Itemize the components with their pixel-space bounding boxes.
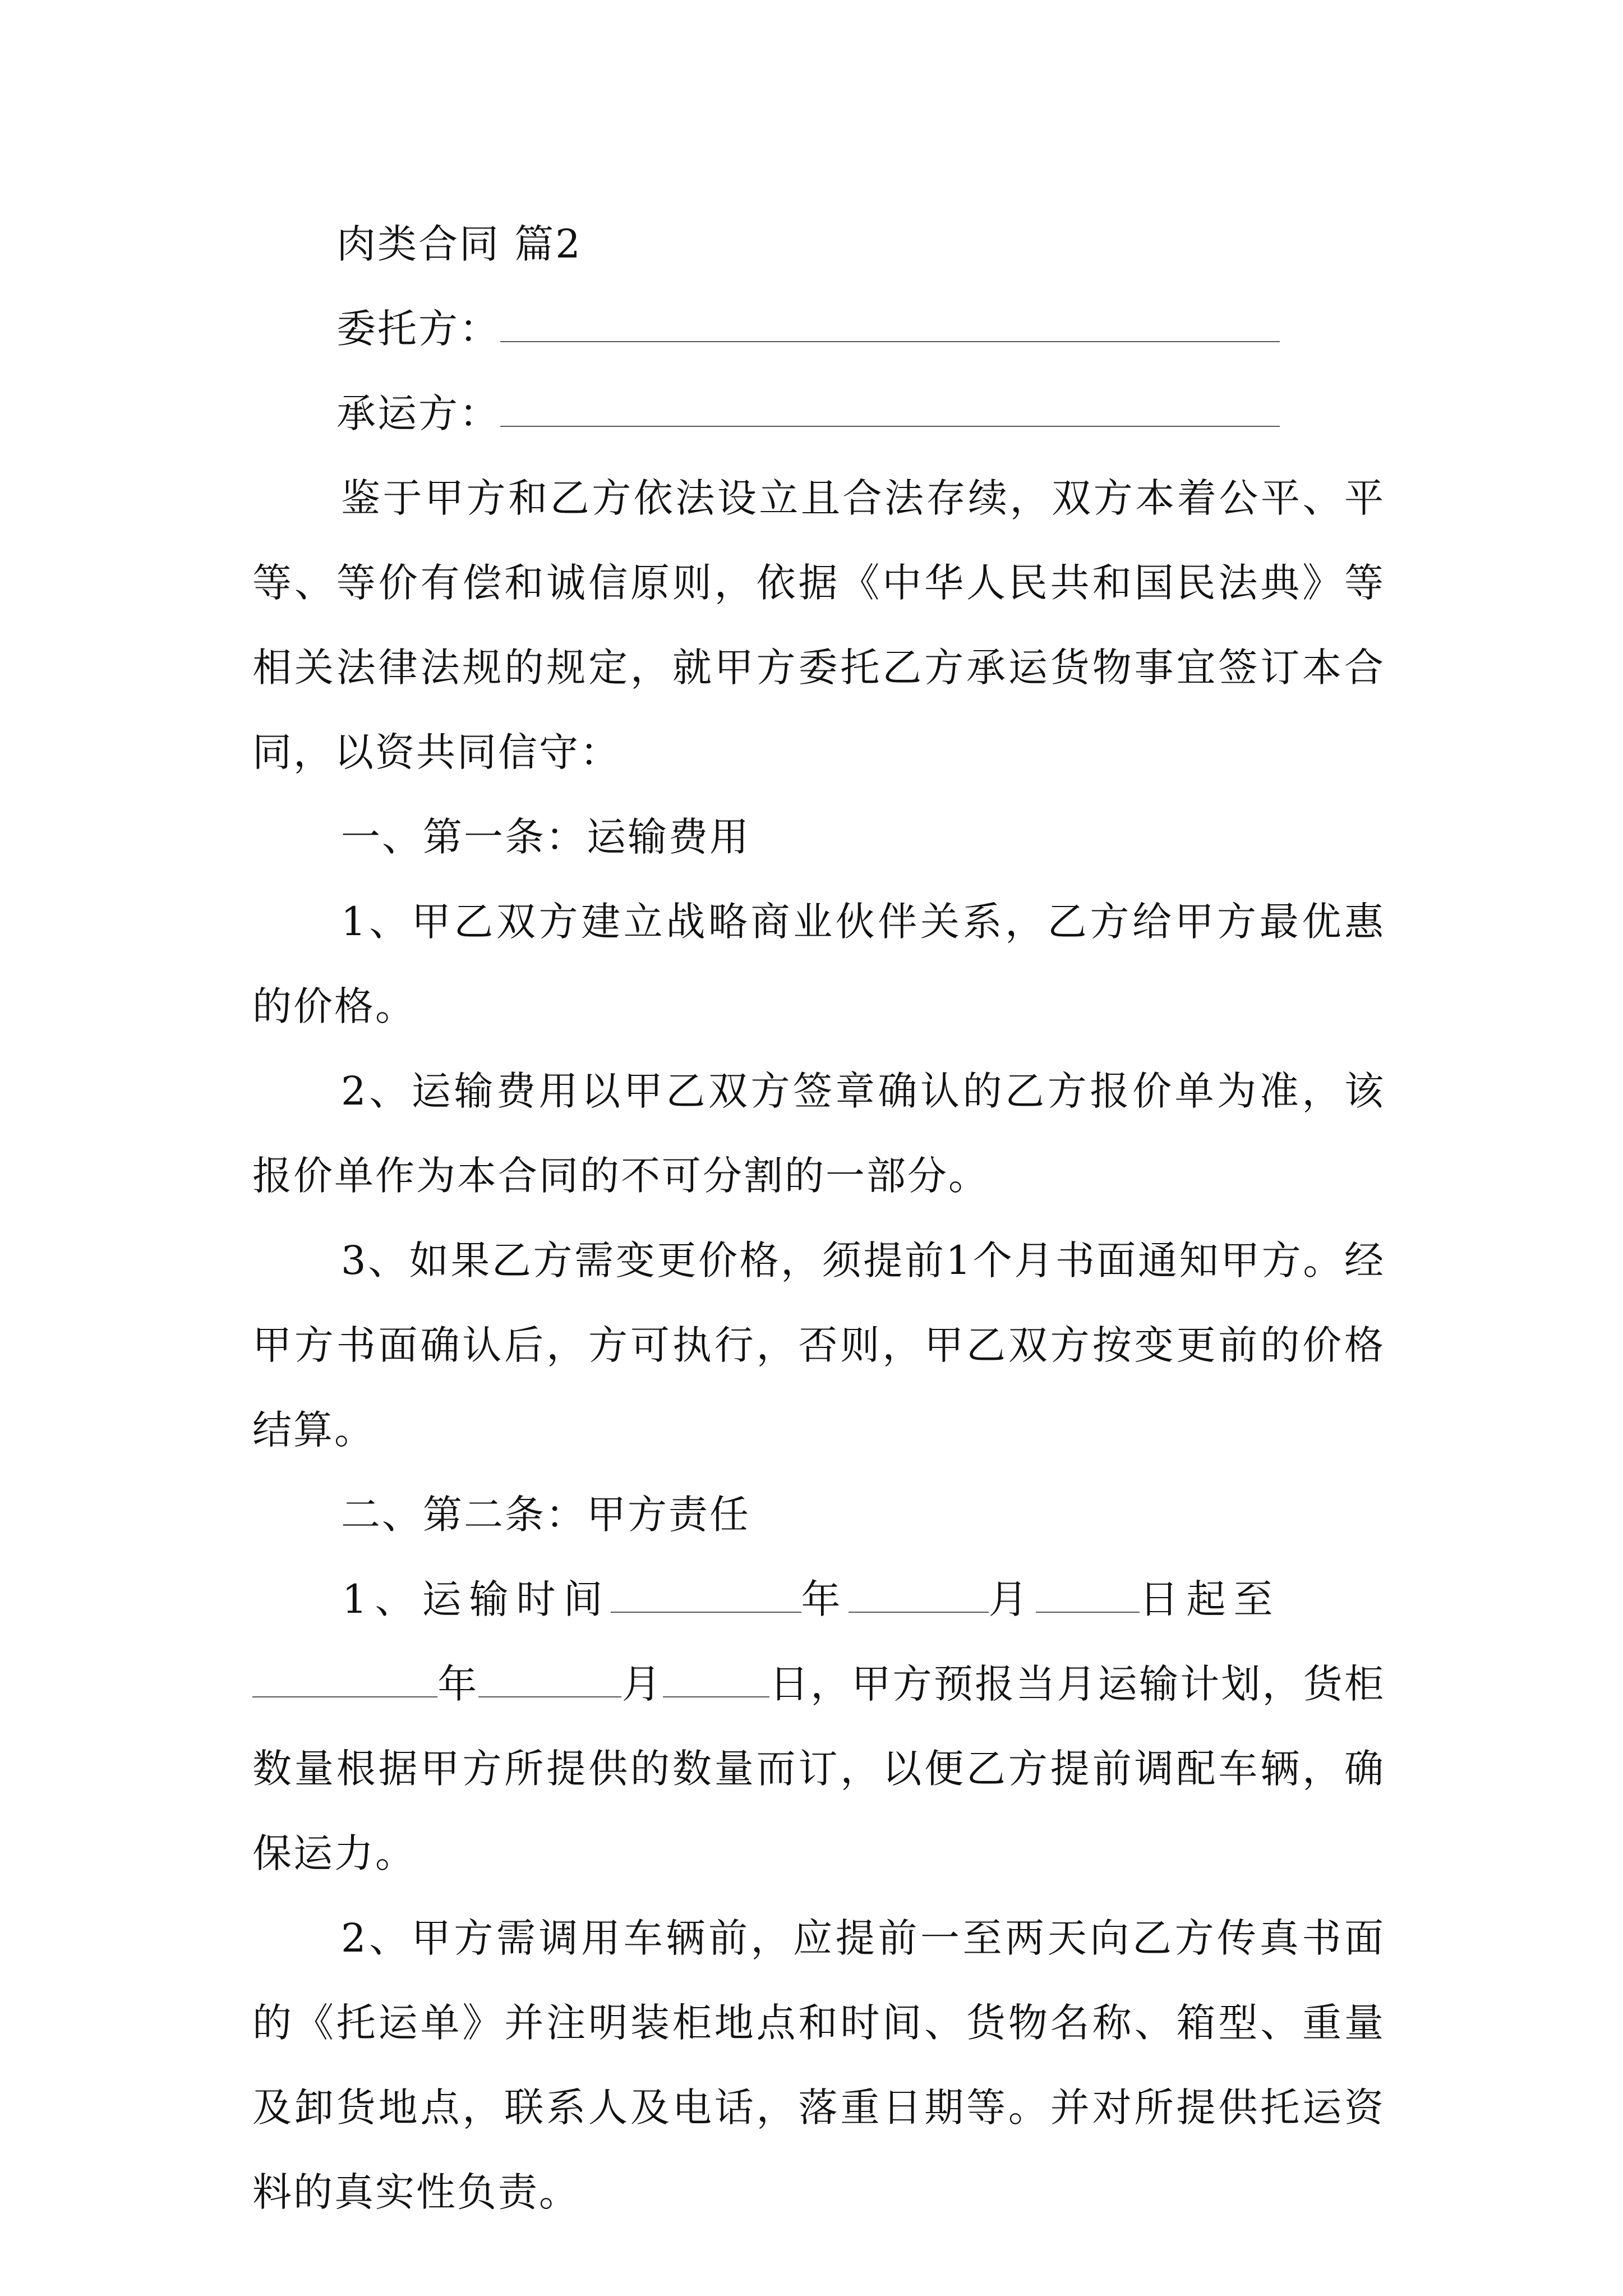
section1-item1: 1、甲乙双方建立战略商业伙伴关系，乙方给甲方最优惠的价格。 (252, 899, 1385, 1029)
carrier-blank (500, 392, 1280, 427)
carrier-label: 承运方： (336, 390, 500, 436)
preamble-paragraph: 鉴于甲方和乙方依法设立且合法存续，双方本着公平、平等、等价有偿和诚信原则，依据《中华人民共和国民法典》等相关法律法规的规定，就甲方委托乙方承运货物事宜签订本合同，以资共同信守： (252, 475, 1385, 775)
day-to-label: 日起至 (1139, 1576, 1281, 1622)
section2-heading: 二、第二条：甲方责任 (341, 1492, 750, 1538)
end-day-blank (663, 1663, 769, 1697)
end-year-blank (252, 1663, 437, 1697)
start-month-blank (849, 1578, 989, 1613)
end-month-label: 月 (621, 1661, 663, 1707)
transport-time-prefix: 1、运输时间 (342, 1576, 611, 1622)
section1-item2: 2、运输费用以甲乙双方签章确认的乙方报价单为准，该报价单作为本合同的不可分割的一部分。 (252, 1068, 1385, 1199)
start-day-blank (1036, 1578, 1140, 1613)
document-body (252, 202, 1385, 2235)
start-year-label: 年 (801, 1576, 849, 1622)
section1-item3: 3、如果乙方需变更价格，须提前1个月书面通知甲方。经甲方书面确认后，方可执行，否则，甲乙双方按变更前的价格结算。 (252, 1237, 1385, 1453)
consignor-line (252, 287, 1385, 371)
start-month-label: 月 (988, 1576, 1036, 1622)
consignor-label: 委托方： (336, 306, 500, 352)
end-month-blank (478, 1663, 621, 1697)
transport-time-suffix: 日，甲方预报当月运输计划，货柜数量根据甲方所提供的数量而订，以便乙方提前调配车辆，确保运力。 (252, 1661, 1386, 1876)
section1-heading: 一、第一条：运输费用 (341, 814, 750, 860)
carrier-line (252, 371, 1385, 456)
end-year-label: 年 (437, 1661, 479, 1707)
start-year-blank (611, 1578, 801, 1613)
section2-item2: 2、甲方需调用车辆前，应提前一至两天向乙方传真书面的《托运单》并注明装柜地点和时间、货物名称、箱型、重量及卸货地点，联系人及电话，落重日期等。并对所提供托运资料的真实性负责。 (252, 1915, 1385, 2215)
document-title: 肉类合同 篇2 (336, 221, 582, 267)
consignor-blank (500, 307, 1280, 342)
section2-item1 (252, 1557, 1385, 1896)
